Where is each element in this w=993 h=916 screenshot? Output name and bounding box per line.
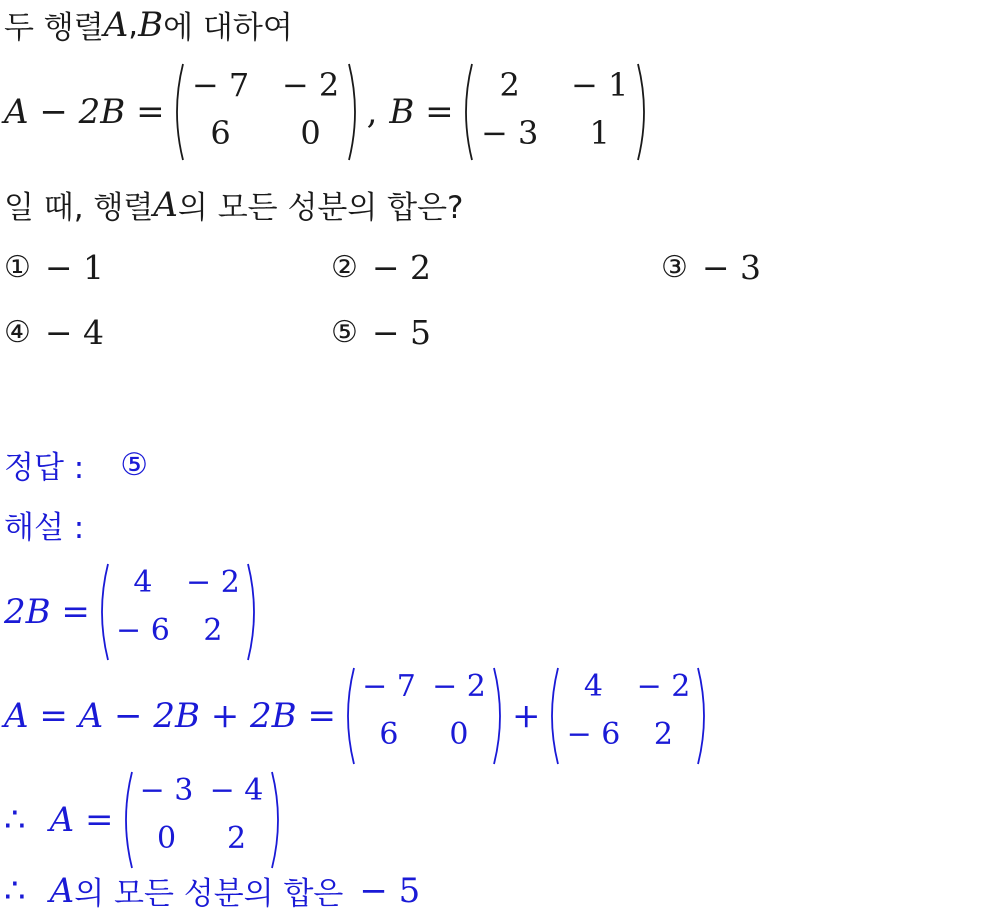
explanation-step-2: [4, 666, 716, 766]
matrix-b: [458, 62, 652, 162]
choice-1[interactable]: [4, 248, 104, 287]
step2-plus: +: [511, 696, 541, 736]
left-paren: [169, 62, 185, 162]
matrix-entry-r1c1: − 7: [191, 66, 250, 104]
right-paren: [347, 62, 363, 162]
matrix-entry-r2c1: 0: [156, 821, 177, 856]
right-paren: [492, 666, 508, 766]
matrix-entry-r1c2: − 2: [432, 669, 486, 704]
step4-value: − 5: [359, 870, 421, 911]
choice-5[interactable]: [331, 313, 431, 352]
choice-4[interactable]: [4, 313, 104, 352]
therefore-symbol: ∴: [4, 800, 26, 840]
question-prompt: [4, 182, 464, 227]
therefore-symbol-2: ∴: [4, 870, 26, 911]
matrix-entry-r1c1: 2: [499, 66, 520, 104]
prompt-var: A: [153, 184, 178, 225]
matrix-entry-r1c2: − 2: [186, 565, 240, 600]
matrix-entry-r2c2: 2: [203, 613, 223, 648]
matrix-diff: [169, 62, 363, 162]
explanation-label-line: [4, 502, 84, 547]
choice-5-mark: ⑤: [331, 315, 358, 350]
step4-text: 의 모든 성분의 합은: [74, 876, 344, 912]
choice-3[interactable]: [661, 248, 761, 287]
explanation-step-3: [4, 770, 290, 870]
step3-matrix: [118, 770, 286, 870]
prompt-text-post: 의 모든 성분의 합은?: [177, 190, 464, 226]
matrix-entry-r2c1: 6: [379, 717, 399, 752]
choice-2-value: − 2: [371, 248, 432, 287]
matrix-entry-r2c1: − 3: [481, 114, 539, 152]
prompt-text: 일 때, 행렬: [4, 190, 154, 226]
matrix-entry-r1c1: − 3: [139, 773, 194, 808]
intro-text-post: 에 대하여: [163, 10, 293, 46]
var-b: B: [138, 4, 164, 45]
step2-matrix-2: [544, 666, 712, 766]
explanation-label: 해설 :: [4, 510, 85, 546]
right-paren: [696, 666, 712, 766]
left-paren: [544, 666, 560, 766]
given-equations: [4, 62, 656, 162]
left-paren: [118, 770, 134, 870]
diff-lhs: A − 2B =: [4, 92, 165, 132]
right-paren: [246, 562, 262, 662]
matrix-entry-r1c1: 4: [583, 669, 603, 704]
step1-lhs: 2B =: [4, 592, 90, 632]
matrix-entry-r2c1: − 6: [566, 717, 621, 752]
step1-matrix: [94, 562, 262, 662]
matrix-entry-r2c2: 0: [449, 717, 469, 752]
left-paren: [94, 562, 110, 662]
step3-lhs: A =: [49, 800, 114, 840]
matrix-entry-r1c1: 4: [133, 565, 153, 600]
var-a: A: [103, 4, 129, 45]
choice-4-value: − 4: [44, 313, 105, 352]
choice-3-mark: ③: [661, 250, 688, 285]
right-paren: [270, 770, 286, 870]
matrix-entry-r1c2: − 4: [209, 773, 264, 808]
left-paren: [340, 666, 356, 766]
explanation-step-1: [4, 562, 266, 662]
choice-4-mark: ④: [4, 315, 31, 350]
step2-matrix-1: [340, 666, 508, 766]
matrix-entry-r2c2: 2: [653, 717, 673, 752]
choice-1-mark: ①: [4, 250, 31, 285]
matrix-entry-r1c1: − 7: [362, 669, 416, 704]
equation-separator: ,: [366, 92, 378, 132]
choice-1-value: − 1: [44, 248, 105, 287]
choice-5-value: − 5: [371, 313, 432, 352]
left-paren: [458, 62, 474, 162]
matrix-entry-r2c2: 2: [226, 821, 247, 856]
matrix-entry-r2c2: 1: [589, 114, 610, 152]
intro-text: 두 행렬: [4, 10, 104, 46]
matrix-entry-r2c2: 0: [300, 114, 321, 152]
step4-var: A: [49, 870, 75, 911]
answer-line: [4, 442, 148, 487]
matrix-entry-r1c2: − 2: [636, 669, 691, 704]
step2-lhs: A = A − 2B + 2B =: [4, 696, 336, 736]
explanation-step-4: [4, 868, 420, 913]
choice-2[interactable]: [331, 248, 431, 287]
matrix-entry-r1c2: − 2: [281, 66, 340, 104]
choice-3-value: − 3: [701, 248, 762, 287]
answer-value: ⑤: [120, 446, 148, 483]
answer-label: 정답 :: [4, 450, 85, 486]
question-intro: [4, 2, 293, 47]
matrix-entry-r2c1: 6: [210, 114, 231, 152]
right-paren: [636, 62, 652, 162]
matrix-entry-r1c2: − 1: [571, 66, 629, 104]
choice-2-mark: ②: [331, 250, 358, 285]
comma: ,: [128, 6, 139, 43]
matrix-entry-r2c1: − 6: [116, 613, 170, 648]
b-lhs: B =: [389, 92, 454, 132]
